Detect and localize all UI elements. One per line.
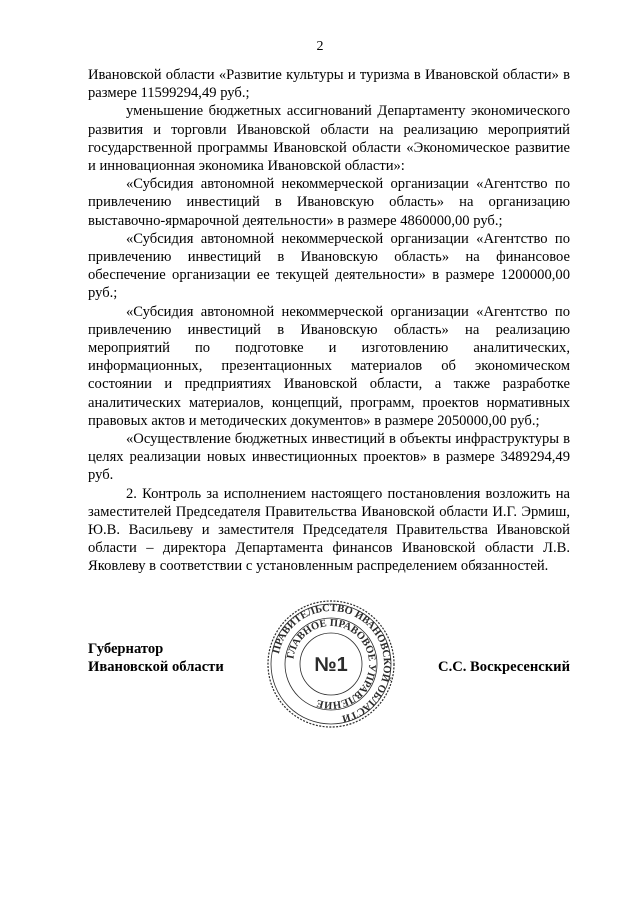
signatory-title-line2: Ивановской области [88, 659, 224, 676]
paragraph-subsidy-exhibition: «Субсидия автономной некоммерческой организации «Агентство по привлечению инвестиций в Ивановскую область» на организацию выставочно-ярмарочной деятельности» в размере 4860000,00 руб.; [88, 176, 570, 229]
paragraph-budget-reduction: уменьшение бюджетных ассигнований Департаменту экономического развития и торговли Ивановской области на реализацию мероприятий государственной программы Ивановской области «Экономическое развитие и инновационная экономика Ивановской области»: [88, 103, 570, 175]
paragraph-investments: «Осуществление бюджетных инвестиций в объекты инфраструктуры в целях реализации новых инвестиционных проектов» в размере 3489294,49 руб. [88, 431, 570, 484]
signatory-title [88, 640, 224, 676]
paragraph-continuation: Ивановской области «Развитие культуры и туризма в Ивановской области» в размере 11599294,49 руб.; [88, 67, 570, 102]
paragraph-subsidy-materials: «Субсидия автономной некоммерческой организации «Агентство по привлечению инвестиций в Ивановскую область» на реализацию мероприятий по подготовке и изготовлению аналитических, информационных, презентационных материалов об экономическом состоянии и предприятиях Ивановской области, а также разработке аналитических материалов, концепций, программ, проектов нормативных правовых актов и методических документов» в размере 2050000,00 руб.; [88, 303, 570, 429]
page-number: 2 [316, 39, 324, 54]
signatory-name: С.С. Воскресенский [438, 659, 570, 675]
paragraph-control: 2. Контроль за исполнением настоящего постановления возложить на заместителей Председателя Правительства Ивановской области И.Г. Эрмиш, Ю.В. Васильеву и заместителя Председателя Правительства Ивановской области – директора Департамента финансов Ивановской области Л.В. Яковлеву в соответствии с установленным распределением обязанностей. [88, 485, 570, 575]
stamp-number: №1 [314, 654, 348, 676]
document-body [88, 66, 570, 576]
official-stamp [265, 598, 397, 730]
stamp-outer-text: ПРАВИТЕЛЬСТВО ИВАНОВСКОЙ ОБЛАСТИ [271, 602, 393, 724]
signatory-title-line1: Губернатор [88, 641, 164, 657]
paragraph-subsidy-operations: «Субсидия автономной некоммерческой организации «Агентство по привлечению инвестиций в Ивановскую область» на финансовое обеспечение организации ее текущей деятельности» в размере 1200000,00 руб.; [88, 230, 570, 302]
signature-block [88, 602, 570, 724]
stamp-inner-text: ГЛАВНОЕ ПРАВОВОЕ УПРАВЛЕНИЕ [285, 617, 378, 711]
